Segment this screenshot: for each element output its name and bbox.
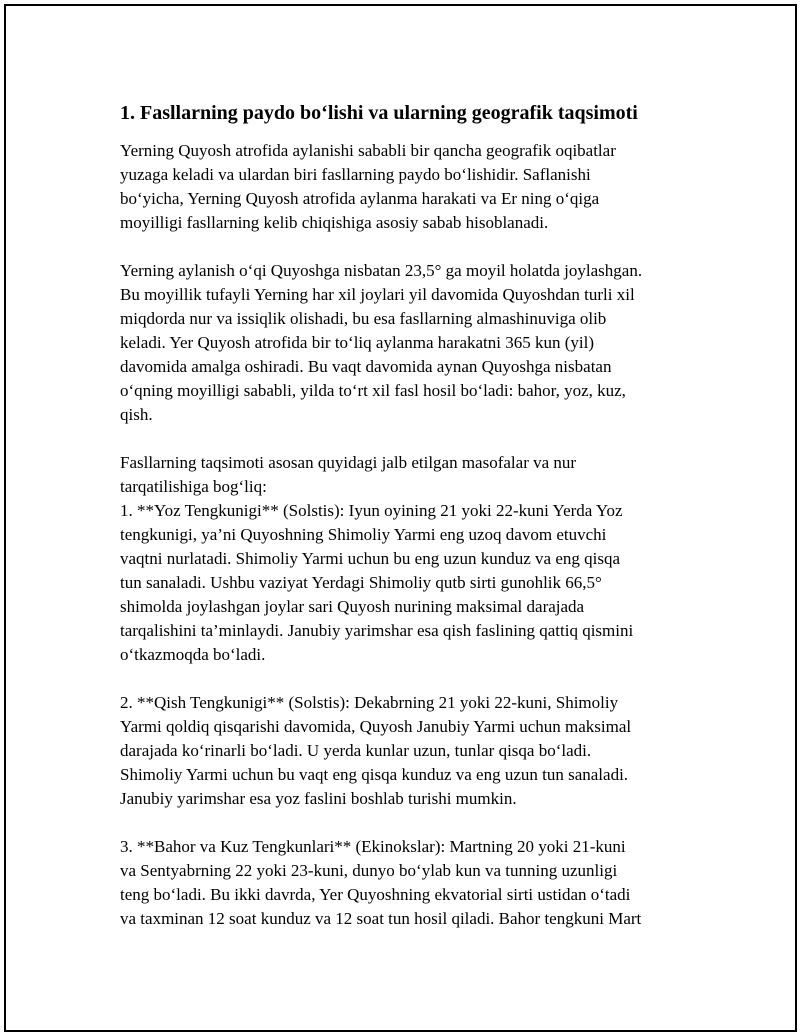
document-heading: 1. Fasllarning paydo bo‘lishi va ularning geografik taqsimoti — [120, 102, 638, 124]
text-line: 2. **Qish Tengkunigi** (Solstis): Dekabrning 21 yoki 22-kuni, Shimoliy — [120, 693, 619, 712]
text-line: va Sentyabrning 22 yoki 23-kuni, dunyo bo‘ylab kun va tunning uzunligi — [120, 861, 618, 880]
text-line: Yerning aylanish o‘qi Quyoshga nisbatan 23,5° ga moyil holatda joylashgan. — [120, 261, 643, 280]
text-line: Yerning Quyosh atrofida aylanishi sababli bir qancha geografik oqibatlar — [120, 141, 616, 160]
text-line: davomida amalga oshiradi. Bu vaqt davomida aynan Quyoshga nisbatan — [120, 357, 612, 376]
text-line: tengkunigi, ya’ni Quyoshning Shimoliy Yarmi eng uzoq davom etuvchi — [120, 525, 607, 544]
text-line: va taxminan 12 soat kunduz va 12 soat tun hosil qiladi. Bahor tengkuni Mart — [120, 909, 642, 928]
text-line: vaqtni nurlatadi. Shimoliy Yarmi uchun bu eng uzun kunduz va eng qisqa — [120, 549, 621, 568]
text-line: shimolda joylashgan joylar sari Quyosh nurining maksimal darajada — [120, 597, 585, 616]
text-line: o‘tkazmoqda bo‘ladi. — [120, 645, 266, 664]
document-page — [4, 4, 797, 1032]
text-line: o‘qning moyilligi sababli, yilda to‘rt xil fasl hosil bo‘ladi: bahor, yoz, kuz, — [120, 381, 626, 400]
text-line: Bu moyillik tufayli Yerning har xil joylari yil davomida Quyoshdan turli xil — [120, 285, 635, 304]
text-line: moyilligi fasllarning kelib chiqishiga asosiy sabab hisoblanadi. — [120, 213, 549, 232]
text-line: Shimoliy Yarmi uchun bu vaqt eng qisqa kunduz va eng uzun tun sanaladi. — [120, 765, 629, 784]
text-line: tarqalishini ta’minlaydi. Janubiy yarimshar esa qish faslining qattiq qismini — [120, 621, 634, 640]
text-line: Fasllarning taqsimoti asosan quyidagi jalb etilgan masofalar va nur — [120, 453, 577, 472]
text-line: Yarmi qoldiq qisqarishi davomida, Quyosh Janubiy Yarmi uchun maksimal — [120, 717, 632, 736]
text-line: teng bo‘ladi. Bu ikki davrda, Yer Quyoshning ekvatorial sirti ustidan o‘tadi — [120, 885, 631, 904]
text-line: yuzaga keladi va ulardan biri fasllarning paydo bo‘lishidir. Saflanishi — [120, 165, 591, 184]
paragraph — [120, 691, 700, 811]
document-body — [120, 99, 700, 955]
paragraph — [120, 451, 700, 667]
text-line: tarqatilishiga bog‘liq: — [120, 477, 267, 496]
paragraph — [120, 139, 700, 235]
paragraph-container — [120, 139, 700, 931]
text-line: Janubiy yarimshar esa yoz faslini boshlab turishi mumkin. — [120, 789, 517, 808]
text-line: darajada ko‘rinarli bo‘ladi. U yerda kunlar uzun, tunlar qisqa bo‘ladi. — [120, 741, 592, 760]
text-line: keladi. Yer Quyosh atrofida bir to‘liq aylanma harakatni 365 kun (yil) — [120, 333, 594, 352]
text-line: bo‘yicha, Yerning Quyosh atrofida aylanma harakati va Er ning o‘qiga — [120, 189, 600, 208]
text-line: tun sanaladi. Ushbu vaziyat Yerdagi Shimoliy qutb sirti gunohlik 66,5° — [120, 573, 602, 592]
text-line: qish. — [120, 405, 153, 424]
paragraph — [120, 259, 700, 427]
text-line: 1. **Yoz Tengkunigi** (Solstis): Iyun oyining 21 yoki 22-kuni Yerda Yoz — [120, 501, 623, 520]
text-line: 3. **Bahor va Kuz Tengkunlari** (Ekinokslar): Martning 20 yoki 21-kuni — [120, 837, 626, 856]
paragraph — [120, 835, 700, 931]
text-line: miqdorda nur va issiqlik olishadi, bu esa fasllarning almashinuviga olib — [120, 309, 607, 328]
